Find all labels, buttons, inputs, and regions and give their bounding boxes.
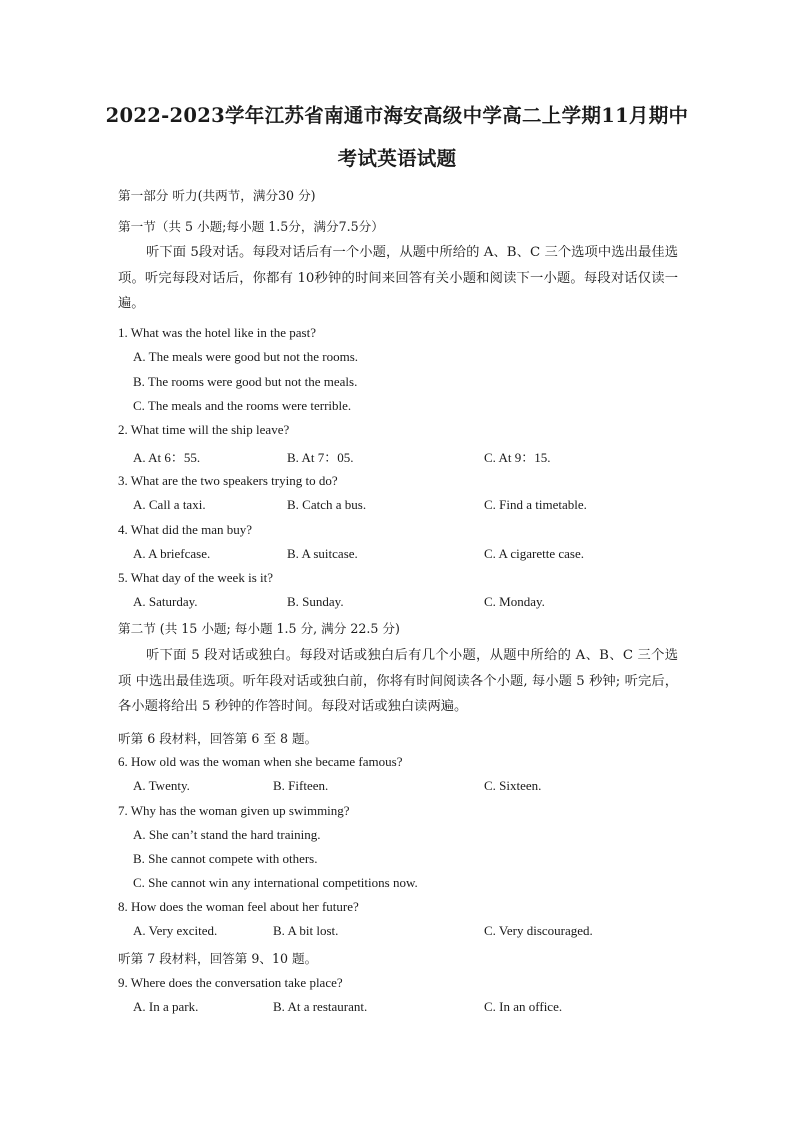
question-stem: 1. What was the hotel like in the past?: [118, 325, 316, 340]
question-stem: 9. Where does the conversation take place?: [118, 975, 343, 990]
material-heading: 听第 7 段材料，回答第 9、10 题。: [118, 951, 318, 966]
answer-option: C. At 9：15.: [484, 450, 551, 465]
instructions-paragraph: 听下面 5 段对话或独白。每段对话或独白后有几个小题，从题中所给的 A、B、C 三个选项 中选出最佳选项。听年段对话或独白前，你将有时间阅读各个小题, 每小题 5 秒钟; 听完后，各小题将给出 5 秒钟的作答时间。每段对话或独白读两遍。: [118, 648, 678, 714]
question-stem: 8. How does the woman feel about her future?: [118, 899, 359, 914]
answer-option: C. She cannot win any international competitions now.: [133, 875, 418, 890]
answer-option: B. She cannot compete with others.: [133, 851, 318, 866]
answer-option: C. Find a timetable.: [484, 497, 587, 512]
answer-option: A. Very excited.: [133, 923, 218, 938]
section-heading: 第二节 (共 15 小题; 每小题 1.5 分, 满分 22.5 分): [118, 621, 400, 636]
answer-option: C. Monday.: [484, 594, 545, 609]
answer-option: A. She can’t stand the hard training.: [133, 827, 321, 842]
answer-option: C. A cigarette case.: [484, 546, 584, 561]
answer-option: C. The meals and the rooms were terrible.: [133, 398, 352, 413]
page-title-line-1: 2022-2023学年江苏省南通市海安高级中学高二上学期11月期中: [105, 104, 689, 127]
material-heading: 听第 6 段材料，回答第 6 至 8 题。: [118, 731, 318, 746]
answer-option: B. Fifteen.: [273, 778, 329, 793]
question-stem: 4. What did the man buy?: [118, 522, 253, 537]
answer-option: A. Saturday.: [133, 594, 198, 609]
instructions-paragraph: 听下面 5段对话。每段对话后有一个小题，从题中所给的 A、B、C 三个选项中选出最佳选项。听完每段对话后，你都有 10秒钟的时间来回答有关小题和阅读下一小题。每段对话仅读一遍。: [118, 245, 678, 311]
answer-option: B. Sunday.: [287, 594, 344, 609]
answer-option: A. A briefcase.: [133, 546, 211, 561]
answer-option: B. Catch a bus.: [287, 497, 367, 512]
answer-option: B. At a restaurant.: [273, 999, 368, 1014]
answer-option: A. The meals were good but not the rooms.: [133, 349, 359, 364]
answer-option: A. In a park.: [133, 999, 199, 1014]
answer-option: C. Very discouraged.: [484, 923, 593, 938]
question-stem: 3. What are the two speakers trying to do?: [118, 473, 338, 488]
question-stem: 5. What day of the week is it?: [118, 570, 273, 585]
answer-option: A. At 6：55.: [133, 450, 201, 465]
question-stem: 6. How old was the woman when she became famous?: [118, 754, 403, 769]
answer-option: A. Call a taxi.: [133, 497, 206, 512]
answer-option: B. A suitcase.: [287, 546, 358, 561]
question-stem: 7. Why has the woman given up swimming?: [118, 803, 350, 818]
page-title-line-2: 考试英语试题: [337, 147, 457, 170]
answer-option: B. The rooms were good but not the meals.: [133, 374, 358, 389]
part-heading: 第一部分 听力(共两节，满分30 分): [118, 188, 316, 203]
answer-option: C. In an office.: [484, 999, 563, 1014]
answer-option: A. Twenty.: [133, 778, 190, 793]
answer-option: B. A bit lost.: [273, 923, 339, 938]
section-heading: 第一节（共 5 小题;每小题 1.5分，满分7.5分）: [118, 219, 384, 234]
question-stem: 2. What time will the ship leave?: [118, 422, 290, 437]
answer-option: B. At 7：05.: [287, 450, 354, 465]
answer-option: C. Sixteen.: [484, 778, 542, 793]
